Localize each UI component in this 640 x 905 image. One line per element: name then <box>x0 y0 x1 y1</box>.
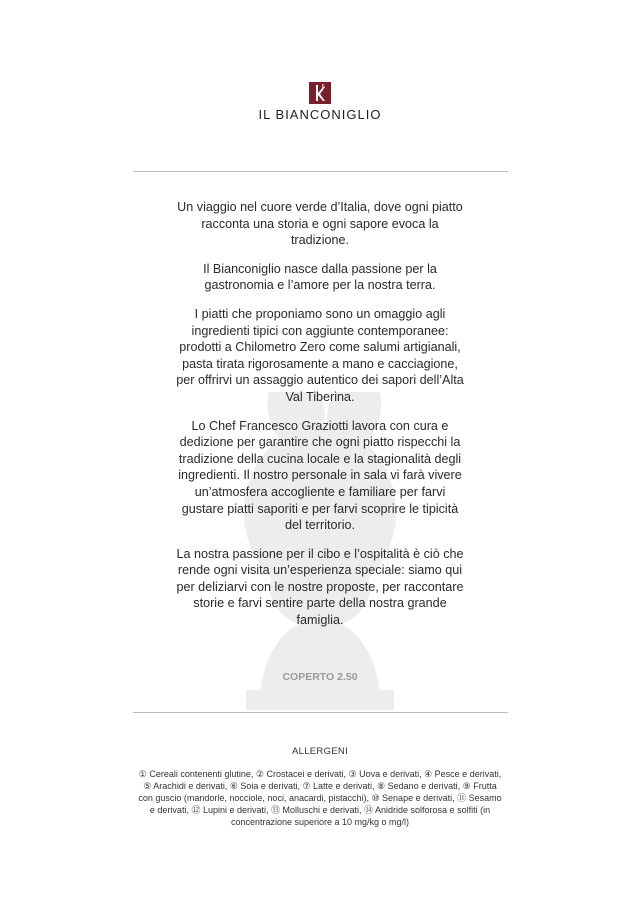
allergens-title: ALLERGENI <box>291 746 349 757</box>
intro-paragraph: Un viaggio nel cuore verde d’Italia, dove ogni piatto racconta una storia e ogni sapore evoca la tradizione. <box>177 200 463 248</box>
coperto-price: COPERTO 2.50 <box>282 671 358 683</box>
allergens-list: ① Cereali contenenti glutine, ② Crostacei e derivati, ③ Uova e derivati, ④ Pesce e derivati, ⑤ Arachidi e derivati, ⑥ Soia e derivati, ⑦ Latte e derivati, ⑧ Sedano e derivati, ⑨ Frutta con guscio (mandorle, nocciole, noci, anacardi, pistacchi), ⑩ Senape e derivati, ⑪ Sesamo e derivati, ⑫ Lupini e derivati, ⑬ Molluschi e derivati, ⑭ Anidride solforosa e solfiti (in concentrazione superiore a 10 mg/kg o mg/l) <box>138 769 502 827</box>
top-divider <box>133 171 508 172</box>
brand-name: IL BIANCONIGLIO <box>258 107 382 122</box>
brand-logo-icon <box>309 82 331 104</box>
intro-text <box>176 199 464 641</box>
intro-paragraph: Il Bianconiglio nasce dalla passione per la gastronomia e l’amore per la nostra terra. <box>203 261 437 293</box>
intro-paragraph: I piatti che proponiamo sono un omaggio agli ingredienti tipici con aggiunte contemporanee: prodotti a Chilometro Zero come salumi artigianali, pasta tirata rigorosamente a mano e cacciagione, per offrirvi un assaggio autentico dei sapori dell’Alta Val Tiberina. <box>176 306 464 404</box>
bottom-divider <box>133 712 508 713</box>
intro-paragraph: Lo Chef Francesco Graziotti lavora con cura e dedizione per garantire che ogni piatto rispecchi la tradizione della cucina locale e la stagionalità degli ingredienti. Il nostro personale in sala vi farà vivere un’atmosfera accogliente e familiare per farvi gustare piatti saporiti e per farvi scoprire le tipicità del territorio. <box>178 418 462 533</box>
intro-paragraph: La nostra passione per il cibo e l’ospitalità è ciò che rende ogni visita un’esperienza speciale: siamo qui per deliziarvi con le nostre proposte, per raccontare storie e farvi sentire parte della nostra grande famiglia. <box>176 546 464 628</box>
